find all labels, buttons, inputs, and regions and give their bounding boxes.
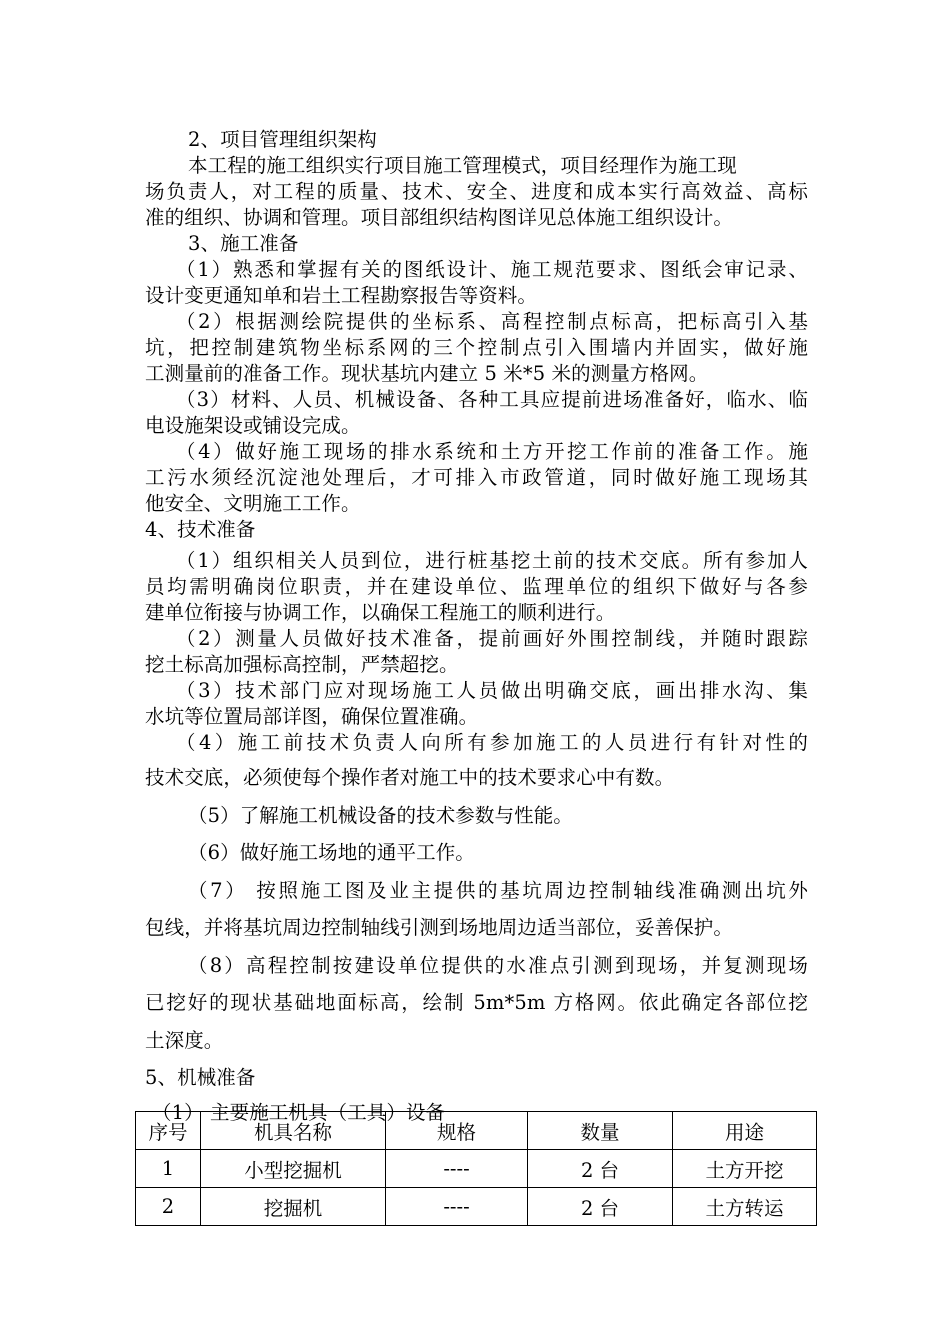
table-cell: 2 台	[528, 1188, 673, 1226]
paragraph-line: 工测量前的准备工作。现状基坑内建立 5 米*5 米的测量方格网。	[145, 362, 709, 385]
paragraph-line: 挖土标高加强标高控制，严禁超挖。	[145, 653, 459, 676]
paragraph-line: 包线，并将基坑周边控制轴线引测到场地周边适当部位，妥善保护。	[145, 916, 734, 939]
paragraph-line: （4）施工前技术负责人向所有参加施工的人员进行有针对性的	[176, 731, 808, 754]
paragraph-line: （5）了解施工机械设备的技术参数与性能。	[188, 804, 573, 827]
table-cell: 挖掘机	[201, 1188, 386, 1226]
header-cell: 机具名称	[201, 1112, 386, 1150]
section-heading: 4、技术准备	[145, 518, 256, 541]
paragraph-line: 技术交底，必须使每个操作者对施工中的技术要求心中有数。	[145, 766, 675, 789]
paragraph-line: 本工程的施工组织实行项目施工管理模式，项目经理作为施工现	[188, 154, 737, 177]
paragraph-line: （3）材料、人员、机械设备、各种工具应提前进场准备好，临水、临	[176, 388, 808, 411]
section-heading: 5、机械准备	[145, 1066, 256, 1089]
table-cell: 土方开挖	[673, 1150, 817, 1188]
paragraph-line: 准的组织、协调和管理。项目部组织结构图详见总体施工组织设计。	[145, 206, 734, 229]
paragraph-line: （1）熟悉和掌握有关的图纸设计、施工规范要求、图纸会审记录、	[176, 258, 808, 281]
paragraph-line: （1）组织相关人员到位，进行桩基挖土前的技术交底。所有参加人	[176, 549, 808, 572]
header-cell: 用途	[673, 1112, 817, 1150]
paragraph-line: （6）做好施工场地的通平工作。	[188, 841, 475, 864]
paragraph-line: （7） 按照施工图及业主提供的基坑周边控制轴线准确测出坑外	[188, 879, 808, 902]
paragraph-line: 设计变更通知单和岩土工程勘察报告等资料。	[145, 284, 538, 307]
paragraph-line: 坑，把控制建筑物坐标系网的三个控制点引入围墙内并固实，做好施	[145, 336, 808, 359]
table-cell: 土方转运	[673, 1188, 817, 1226]
header-cell: 规格	[386, 1112, 528, 1150]
table-header-row	[136, 1112, 817, 1150]
paragraph-line: （3）技术部门应对现场施工人员做出明确交底，画出排水沟、集	[176, 679, 808, 702]
paragraph-line: 员均需明确岗位职责，并在建设单位、监理单位的组织下做好与各参	[145, 575, 808, 598]
paragraph-line: 电设施架设或铺设完成。	[145, 414, 361, 437]
paragraph-line: 土深度。	[145, 1029, 224, 1052]
paragraph-line: （8）高程控制按建设单位提供的水准点引测到现场，并复测现场	[188, 954, 808, 977]
paragraph-line: （2）根据测绘院提供的坐标系、高程控制点标高，把标高引入基	[176, 310, 808, 333]
paragraph-line: 已挖好的现状基础地面标高，绘制 5m*5m 方格网。依此确定各部位挖	[145, 991, 808, 1014]
table-cell: ----	[386, 1188, 528, 1226]
table-cell: 2 台	[528, 1150, 673, 1188]
paragraph-line: 水坑等位置局部详图，确保位置准确。	[145, 705, 479, 728]
table-row	[136, 1188, 817, 1226]
table-cell: 1	[136, 1150, 201, 1188]
paragraph-line: 他安全、文明施工工作。	[145, 492, 361, 515]
paragraph-line: 场负责人，对工程的质量、技术、安全、进度和成本实行高效益、高标	[145, 180, 808, 203]
paragraph-line: 工污水须经沉淀池处理后，才可排入市政管道，同时做好施工现场其	[145, 466, 808, 489]
paragraph-line: 建单位衔接与协调工作，以确保工程施工的顺利进行。	[145, 601, 616, 624]
paragraph-line: （4）做好施工现场的排水系统和土方开挖工作前的准备工作。施	[176, 440, 808, 463]
table-cell: 2	[136, 1188, 201, 1226]
header-cell: 序号	[136, 1112, 201, 1150]
table-caption: （1） 主要施工机具（工具）设备	[152, 1101, 446, 1124]
header-cell: 数量	[528, 1112, 673, 1150]
section-heading: 2、项目管理组织架构	[188, 128, 377, 151]
equipment-table	[135, 1111, 817, 1226]
table-cell: 小型挖掘机	[201, 1150, 386, 1188]
table-cell: ----	[386, 1150, 528, 1188]
paragraph-line: （2）测量人员做好技术准备，提前画好外围控制线，并随时跟踪	[176, 627, 808, 650]
table-row	[136, 1150, 817, 1188]
section-heading: 3、施工准备	[188, 232, 299, 255]
